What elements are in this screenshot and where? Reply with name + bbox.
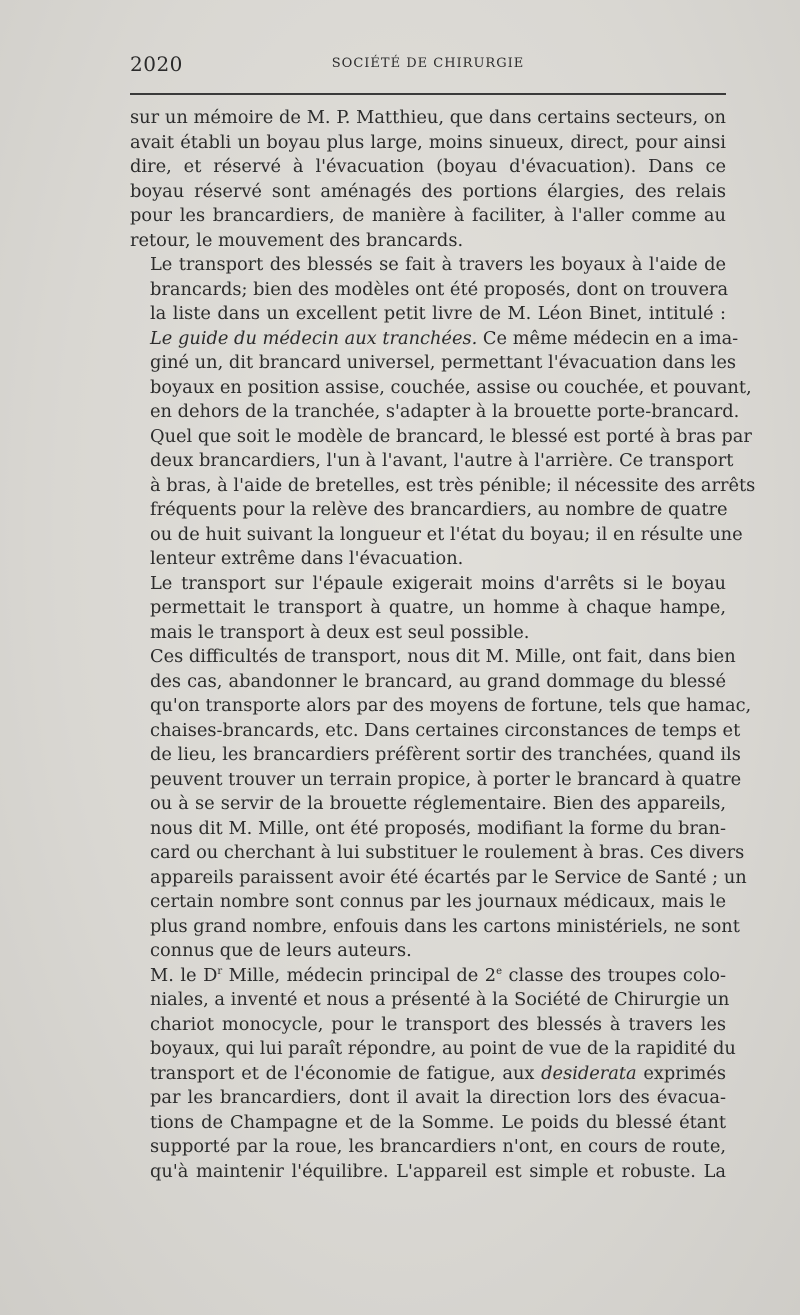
- text-line: plus grand nombre, enfouis dans les cartons ministériels, ne sont: [150, 915, 740, 937]
- text-line: lenteur extrême dans l'évacuation.: [150, 548, 464, 569]
- text-line: la liste dans un excellent petit livre de M. Léon Binet, intitulé :: [150, 303, 726, 324]
- text-fragment: transport et de l'économie de fatigue, aux: [150, 1062, 535, 1084]
- body-text: [130, 106, 756, 1184]
- paragraph-2: [130, 253, 756, 572]
- text-fragment: classe des troupes colo-: [502, 964, 726, 986]
- text-line: des cas, abandonner le brancard, au grand dommage du blessé: [150, 670, 726, 692]
- text-line: peuvent trouver un terrain propice, à porter le brancard à quatre: [150, 768, 742, 790]
- text-line: qu'à maintenir l'équilibre. L'appareil est simple et robuste. La: [150, 1160, 726, 1182]
- text-line: mais le transport à deux est seul possible.: [150, 621, 530, 643]
- page-number: 2020: [130, 52, 183, 76]
- text-fragment: M. le D: [150, 964, 218, 986]
- text-line: de lieu, les brancardiers préfèrent sortir des tranchées, quand ils: [150, 744, 741, 765]
- superscript: r: [217, 965, 223, 977]
- text-line: appareils paraissent avoir été écartés par le Service de Santé ; un: [150, 866, 747, 888]
- paragraph-1: [130, 106, 726, 253]
- text-line: sur un mémoire de M. P. Matthieu, que dans certains secteurs, on: [130, 107, 726, 128]
- superscript: e: [496, 965, 502, 977]
- text-line: connus que de leurs auteurs.: [150, 940, 412, 961]
- text-line: Ces difficultés de transport, nous dit M. Mille, ont fait, dans bien: [150, 646, 736, 667]
- text-line: niales, a inventé et nous a présenté à la Société de Chirurgie un: [150, 989, 730, 1010]
- text-line: tions de Champagne et de la Somme. Le poids du blessé étant: [150, 1111, 726, 1133]
- text-fragment: Mille, médecin principal de 2: [222, 964, 497, 986]
- text-line: brancards; bien des modèles ont été proposés, dont on trouvera: [150, 278, 729, 300]
- book-title: Le guide du médecin aux tranchées.: [150, 327, 478, 349]
- text-line: Le transport sur l'épaule exigerait moins d'arrêts si le boyau: [150, 572, 726, 594]
- text-line-with-superscripts: [130, 964, 726, 989]
- header-rule: [130, 93, 726, 95]
- text-line: nous dit M. Mille, ont été proposés, modifiant la forme du bran-: [150, 817, 726, 839]
- text-line: dire, et réservé à l'évacuation (boyau d'évacuation). Dans ce: [130, 156, 726, 177]
- page-header: [130, 52, 726, 82]
- running-head: SOCIÉTÉ DE CHIRURGIE: [331, 56, 525, 71]
- text-line: chariot monocycle, pour le transport des blessés à travers les: [150, 1013, 726, 1035]
- text-line: ou de huit suivant la longueur et l'état du boyau; il en résulte une: [150, 523, 743, 545]
- text-line: à bras, à l'aide de bretelles, est très pénible; il nécessite des arrêts: [150, 474, 756, 496]
- text-line: fréquents pour la relève des brancardiers, au nombre de quatre: [150, 499, 728, 520]
- text-line: boyaux, qui lui paraît répondre, au point de vue de la rapidité du: [150, 1038, 736, 1059]
- paragraph-3: [130, 572, 726, 646]
- text-line: permettait le transport à quatre, un homme à chaque hampe,: [150, 597, 726, 618]
- text-line-with-title: [130, 327, 739, 352]
- text-fragment: Ce même médecin en a ima-: [477, 327, 739, 349]
- text-line: giné un, dit brancard universel, permettant l'évacuation dans les: [150, 352, 736, 373]
- text-line: boyau réservé sont aménagés des portions élargies, des relais: [130, 180, 726, 202]
- text-line: deux brancardiers, l'un à l'avant, l'autre à l'arrière. Ce transport: [150, 450, 734, 471]
- text-line: chaises-brancards, etc. Dans certaines circonstances de temps et: [150, 719, 741, 741]
- text-line: pour les brancardiers, de manière à faciliter, à l'aller comme au: [130, 205, 726, 226]
- text-line: Quel que soit le modèle de brancard, le blessé est porté à bras par: [150, 425, 752, 447]
- text-line: qu'on transporte alors par des moyens de fortune, tels que hamac,: [150, 695, 752, 716]
- text-line: avait établi un boyau plus large, moins sinueux, direct, pour ainsi: [130, 131, 726, 153]
- text-line: par les brancardiers, dont il avait la direction lors des évacua-: [150, 1087, 726, 1108]
- text-line: supporté par la roue, les brancardiers n'ont, en cours de route,: [150, 1136, 726, 1157]
- paragraph-5: [130, 964, 736, 1185]
- text-line: en dehors de la tranchée, s'adapter à la brouette porte-brancard.: [150, 401, 740, 422]
- text-line: boyaux en position assise, couchée, assise ou couchée, et pouvant,: [150, 376, 752, 398]
- text-line-with-italic: [130, 1062, 726, 1087]
- text-fragment: exprimés: [636, 1062, 727, 1084]
- text-line: certain nombre sont connus par les journaux médicaux, mais le: [150, 891, 726, 912]
- text-line: card ou cherchant à lui substituer le roulement à bras. Ces divers: [150, 842, 745, 863]
- text-line: Le transport des blessés se fait à travers les boyaux à l'aide de: [150, 254, 726, 275]
- latin-term: desiderata: [541, 1062, 637, 1084]
- text-line: retour, le mouvement des brancards.: [130, 229, 464, 251]
- paragraph-4: [130, 645, 752, 964]
- text-line: ou à se servir de la brouette réglementaire. Bien des appareils,: [150, 793, 726, 814]
